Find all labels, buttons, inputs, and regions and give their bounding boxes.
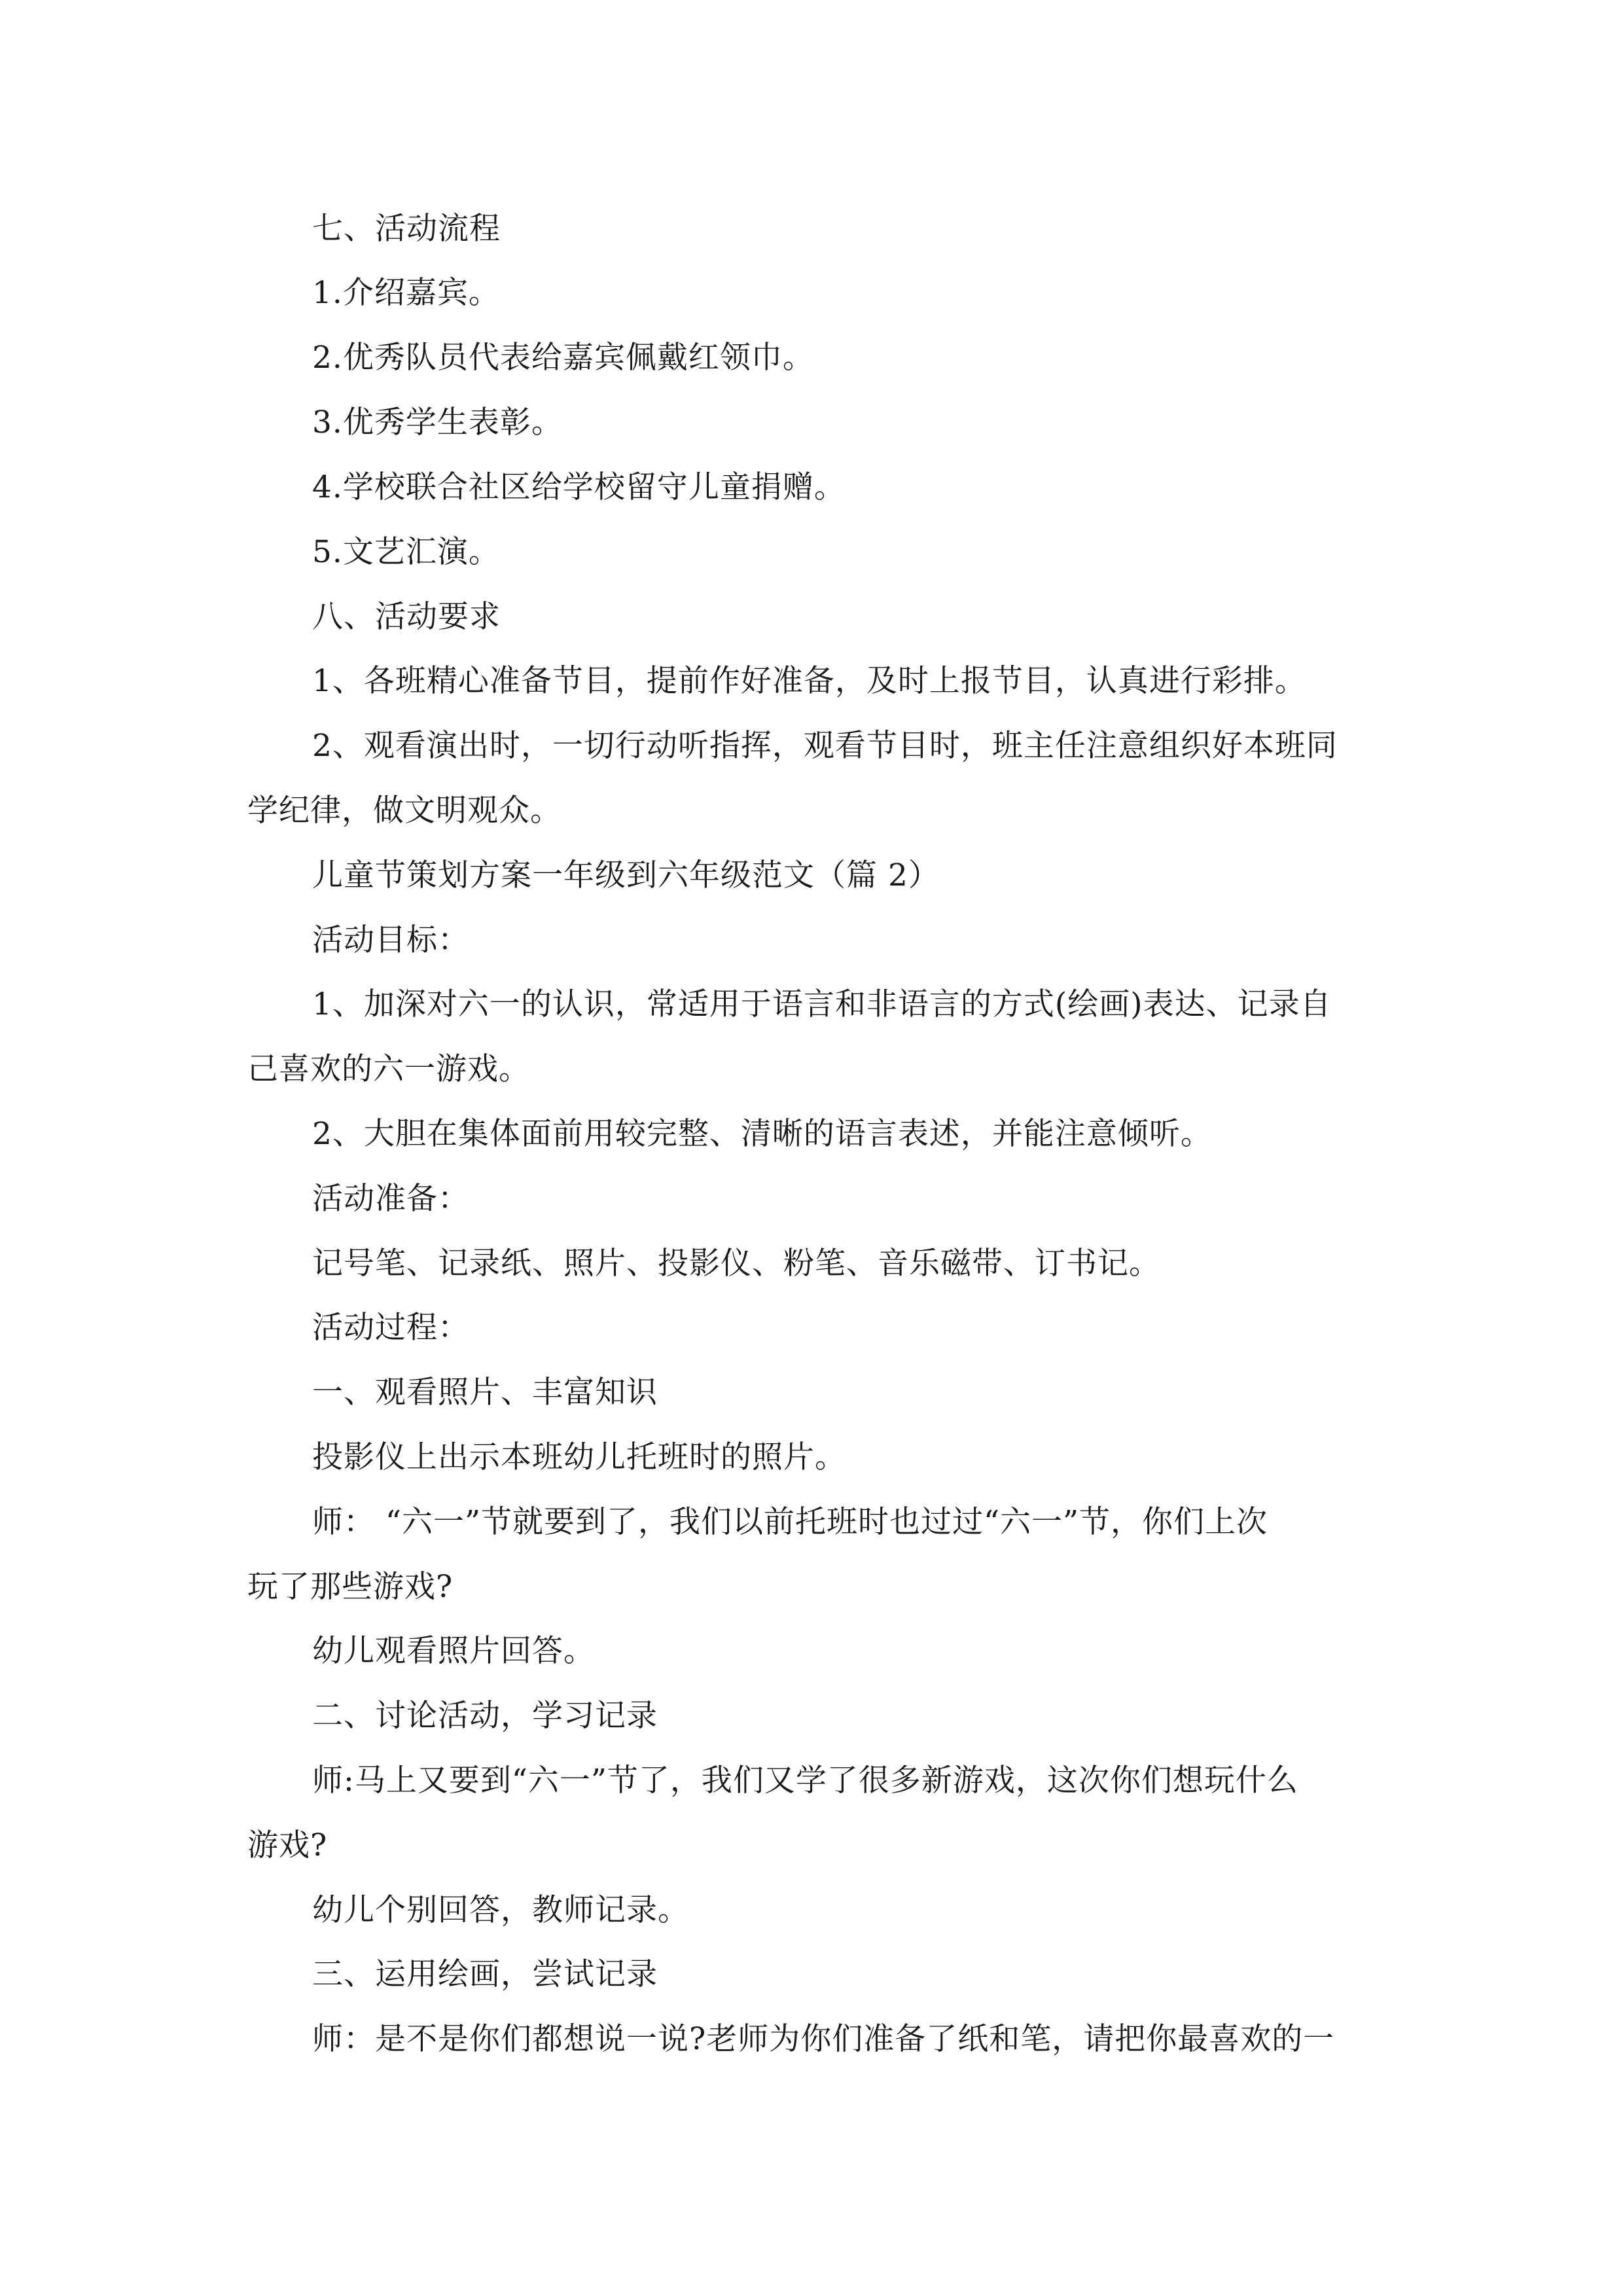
paragraph-line: 师:马上又要到“六一”节了，我们又学了很多新游戏，这次你们想玩什么 xyxy=(312,1763,1298,1799)
paragraph-line: 记号笔、记录纸、照片、投影仪、粉笔、音乐磁带、订书记。 xyxy=(312,1246,1160,1282)
section-heading-activity-requirements: 八、活动要求 xyxy=(312,599,501,635)
subsection-heading: 二、讨论活动，学习记录 xyxy=(312,1698,658,1734)
paragraph-line: 师：是不是你们都想说一说?老师为你们准备了纸和笔，请把你最喜欢的一 xyxy=(312,2021,1335,2057)
section-heading-activity-flow: 七、活动流程 xyxy=(312,211,501,247)
list-item: 1.介绍嘉宾。 xyxy=(312,275,500,311)
paragraph-line: 投影仪上出示本班幼儿托班时的照片。 xyxy=(312,1439,846,1475)
paragraph-line: 师： “六一”节就要到了，我们以前托班时也过过“六一”节，你们上次 xyxy=(312,1504,1268,1540)
paragraph-line: 幼儿观看照片回答。 xyxy=(312,1633,595,1669)
paragraph-line: 2、观看演出时，一切行动听指挥，观看节目时，班主任注意组织好本班同 xyxy=(312,728,1338,764)
section-heading-activity-process: 活动过程： xyxy=(312,1310,469,1346)
subsection-heading: 一、观看照片、丰富知识 xyxy=(312,1374,658,1410)
paragraph-line: 2、大胆在集体面前用较完整、清晰的语言表述，并能注意倾听。 xyxy=(312,1116,1212,1152)
list-item: 4.学校联合社区给学校留守儿童捐赠。 xyxy=(312,469,846,505)
paragraph-line: 1、加深对六一的认识，常适用于语言和非语言的方式(绘画)表达、记录自 xyxy=(312,986,1332,1022)
list-item: 3.优秀学生表彰。 xyxy=(312,404,563,440)
section-heading-activity-goals: 活动目标： xyxy=(312,922,469,958)
paragraph-line: 幼儿个别回答，教师记录。 xyxy=(312,1892,689,1928)
article-title: 儿童节策划方案一年级到六年级范文（篇 2） xyxy=(312,857,940,893)
list-item: 5.文艺汇演。 xyxy=(312,534,500,570)
paragraph-line: 玩了那些游戏? xyxy=(247,1569,454,1605)
paragraph-line: 学纪律，做文明观众。 xyxy=(247,793,562,829)
section-heading-activity-preparation: 活动准备： xyxy=(312,1181,469,1217)
paragraph-line: 己喜欢的六一游戏。 xyxy=(247,1051,530,1087)
list-item: 2.优秀队员代表给嘉宾佩戴红领巾。 xyxy=(312,340,814,376)
paragraph-line: 游戏? xyxy=(247,1827,328,1863)
subsection-heading: 三、运用绘画，尝试记录 xyxy=(312,1956,658,1992)
paragraph-line: 1、各班精心准备节目，提前作好准备，及时上报节目，认真进行彩排。 xyxy=(312,663,1306,699)
